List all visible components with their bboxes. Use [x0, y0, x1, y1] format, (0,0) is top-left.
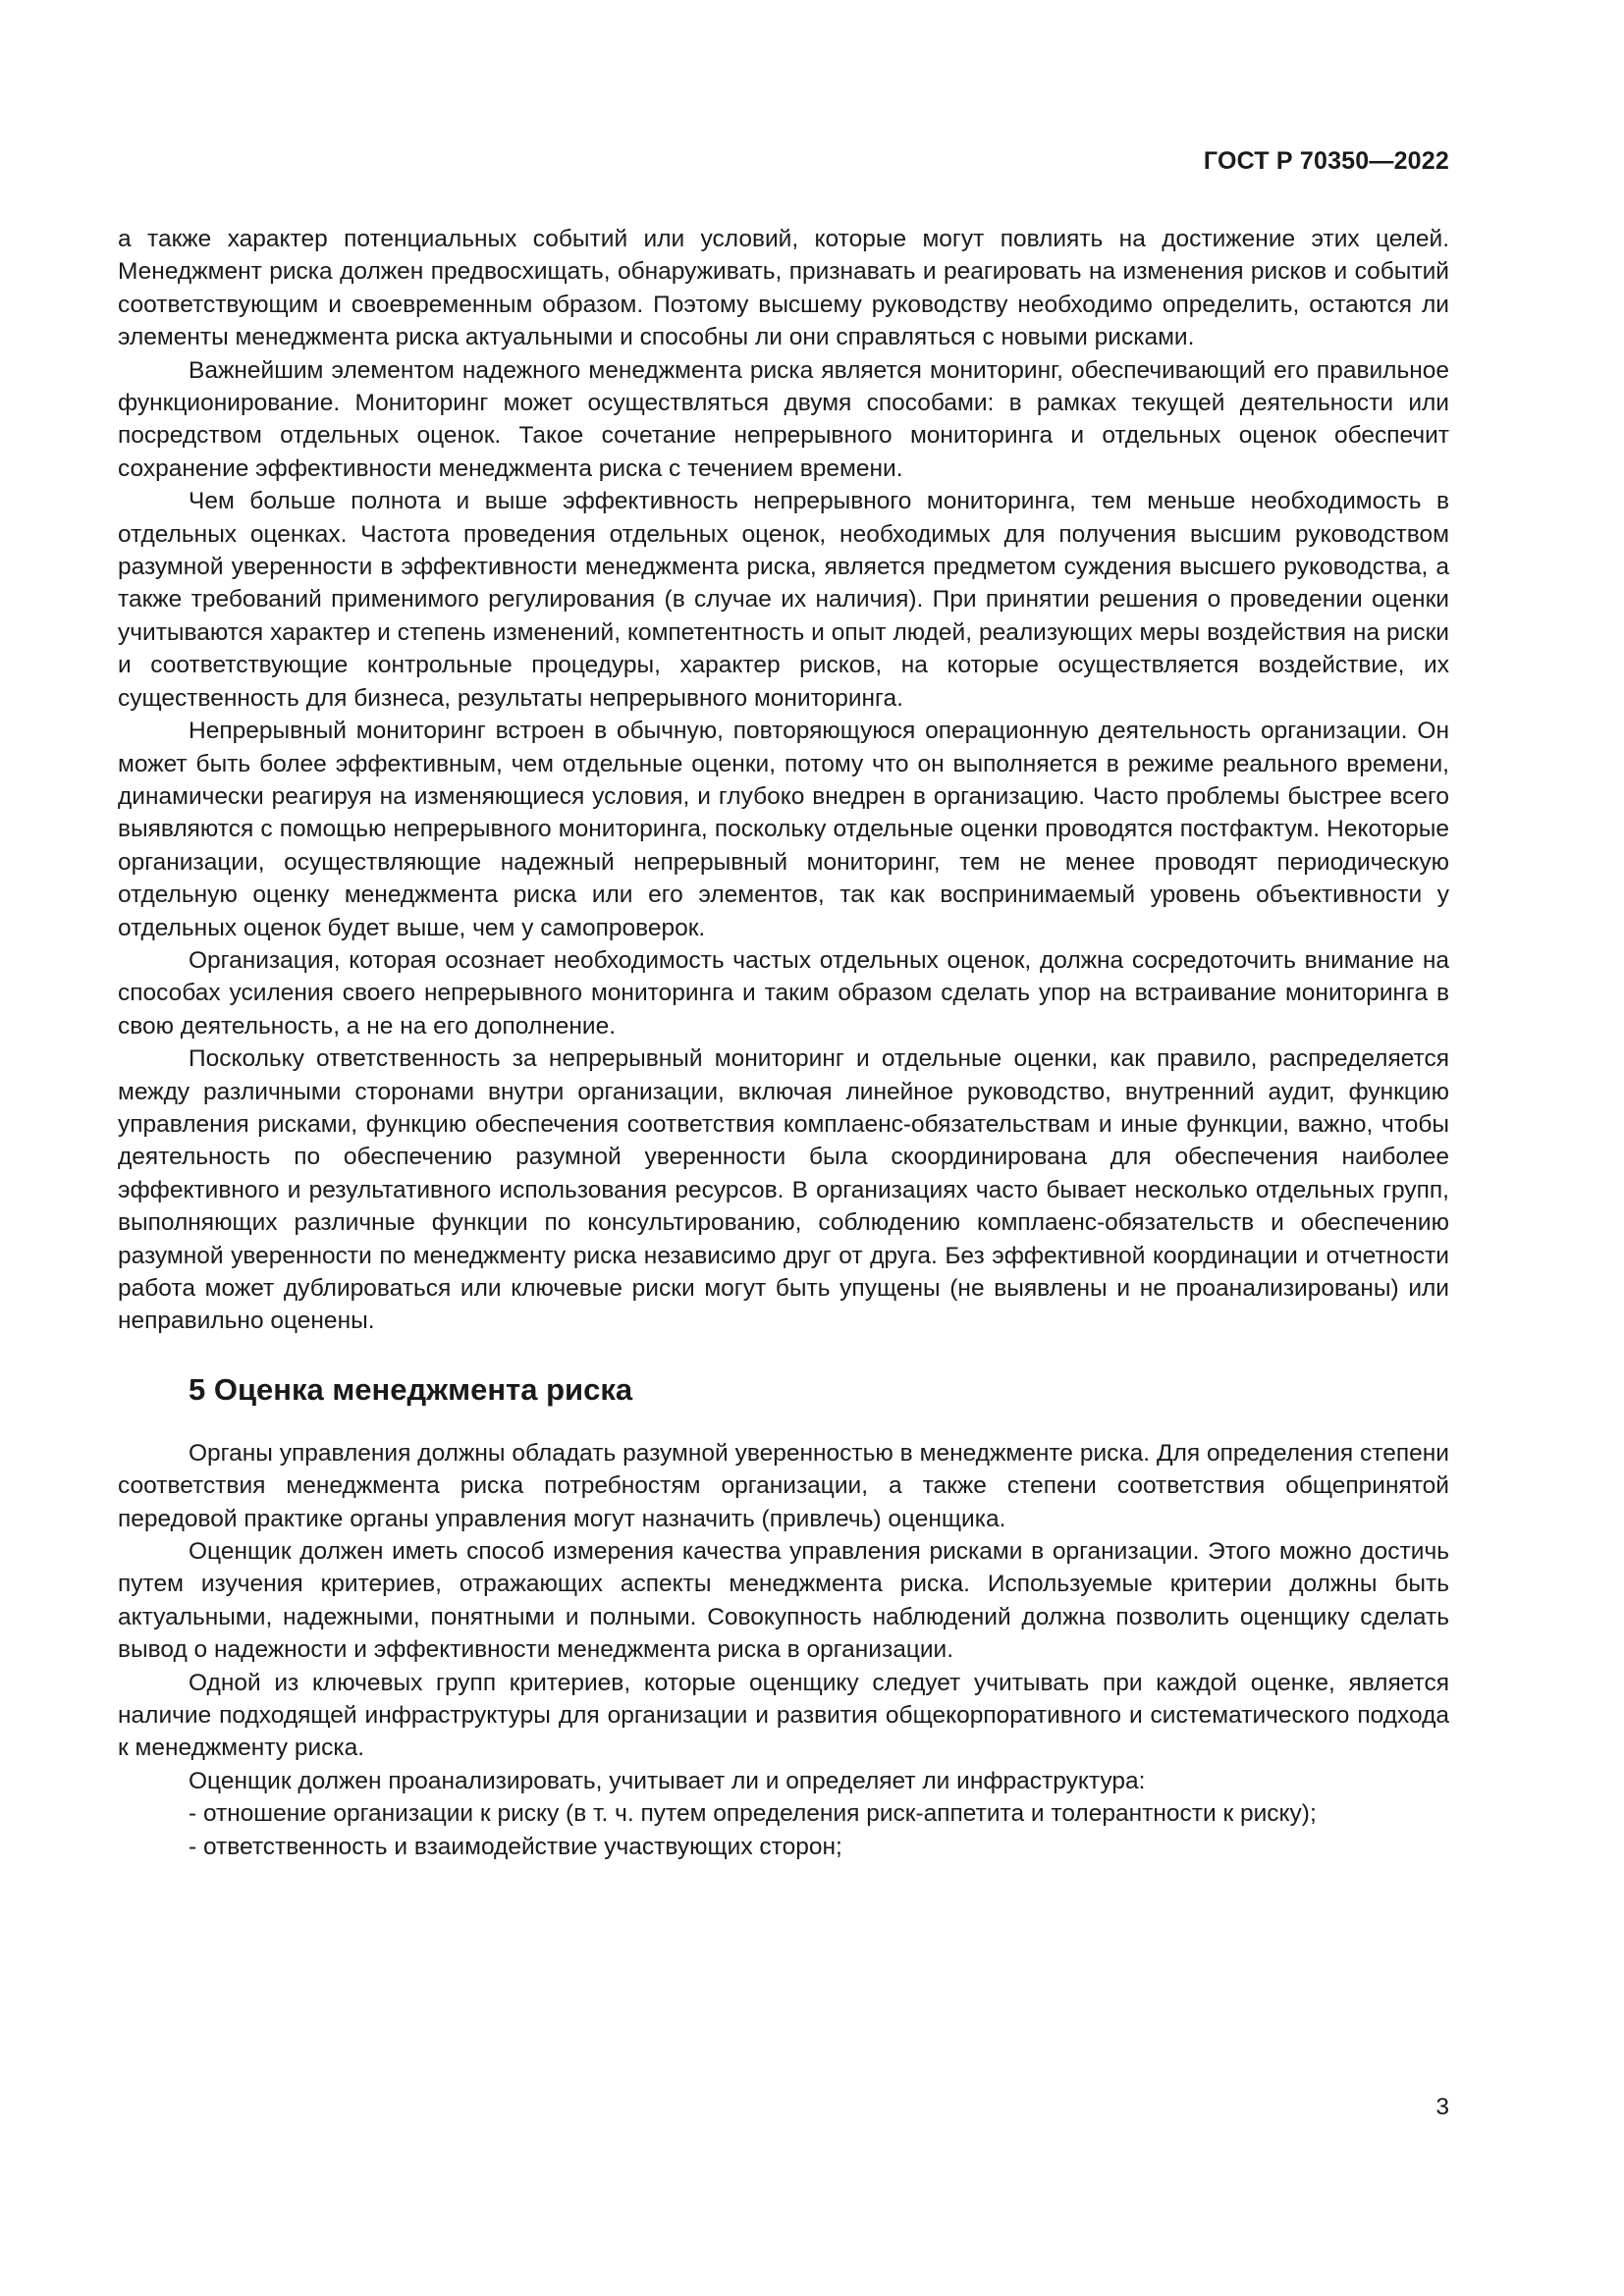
page-number: 3: [1435, 2094, 1449, 2120]
body-paragraph-continuation: а также характер потенциальных событий или условий, которые могут повлиять на достижение этих целей. Менеджмент риска должен предвосхищать, обнаруживать, признавать и реагировать на изменения рисков и событий соответствующим и своевременным образом. Поэтому высшему руководству необходимо определить, остаются ли элементы менеджмента риска актуальными и способны ли они справляться с новыми рисками.: [118, 226, 1449, 351]
page-body: [118, 223, 1449, 1863]
list-item: - ответственность и взаимодействие участвующих сторон;: [189, 1833, 842, 1860]
section-5-paragraph: Оценщик должен иметь способ измерения качества управления рисками в организации. Этого можно достичь путем изучения критериев, отражающих аспекты менеджмента риска. Используемые критерии должны быть актуальными, надежными, понятными и полными. Совокупность наблюдений должна позволить оценщику сделать вывод о надежности и эффективности менеджмента риска в организации.: [118, 1538, 1449, 1664]
section-5-paragraph: Органы управления должны обладать разумной уверенностью в менеджменте риска. Для определения степени соответствия менеджмента риска потребностям организации, а также степени соответствия общепринятой передовой практике органы управления могут назначить (привлечь) оценщика.: [118, 1439, 1449, 1532]
body-paragraph: Организация, которая осознает необходимость частых отдельных оценок, должна сосредоточить внимание на способах усиления своего непрерывного мониторинга и таким образом сделать упор на встраивание мониторинга в свою деятельность, а не на его дополнение.: [118, 946, 1449, 1040]
section-5-paragraph: Оценщик должен проанализировать, учитывает ли и определяет ли инфраструктура:: [189, 1767, 1146, 1794]
body-paragraph: Чем больше полнота и выше эффективность непрерывного мониторинга, тем меньше необходимость в отдельных оценках. Частота проведения отдельных оценок, необходимых для получения высшим руководством разумной уверенности в эффективности менеджмента риска, является предметом суждения высшего руководства, а также требований применимого регулирования (в случае их наличия). При принятии решения о проведении оценки учитываются характер и степень изменений, компетентность и опыт людей, реализующих меры воздействия на риски и соответствующие контрольные процедуры, характер рисков, на которые осуществляется воздействие, их существенность для бизнеса, результаты непрерывного мониторинга.: [118, 488, 1449, 712]
section-5-heading: 5 Оценка менеджмента риска: [189, 1371, 633, 1407]
body-paragraph: Непрерывный мониторинг встроен в обычную, повторяющуюся операционную деятельность организации. Он может быть более эффективным, чем отдельные оценки, потому что он выполняется в режиме реального времени, динамически реагируя на изменяющиеся условия, и глубоко внедрен в организацию. Часто проблемы быстрее всего выявляются с помощью непрерывного мониторинга, поскольку отдельные оценки проводятся постфактум. Некоторые организации, осуществляющие надежный непрерывный мониторинг, тем не менее проводят периодическую отдельную оценку менеджмента риска или его элементов, так как воспринимаемый уровень объективности у отдельных оценок будет выше, чем у самопроверок.: [118, 718, 1449, 941]
body-paragraph: Важнейшим элементом надежного менеджмента риска является мониторинг, обеспечивающий его правильное функционирование. Мониторинг может осуществляться двумя способами: в рамках текущей деятельности или посредством отдельных оценок. Такое сочетание непрерывного мониторинга и отдельных оценок обеспечит сохранение эффективности менеджмента риска с течением времени.: [118, 356, 1449, 482]
standard-code: ГОСТ Р 70350—2022: [1203, 147, 1449, 175]
section-5-paragraph: Одной из ключевых групп критериев, которые оценщику следует учитывать при каждой оценке, является наличие подходящей инфраструктуры для организации и развития общекорпоративного и систематического подхода к менеджменту риска.: [118, 1669, 1449, 1762]
list-item: - отношение организации к риску (в т. ч. путем определения риск-аппетита и толерантности к риску);: [189, 1800, 1317, 1828]
body-paragraph: Поскольку ответственность за непрерывный мониторинг и отдельные оценки, как правило, распределяется между различными сторонами внутри организации, включая линейное руководство, внутренний аудит, функцию управления рисками, функцию обеспечения соответствия комплаенс-обязательствам и иные функции, важно, чтобы деятельность по обеспечению разумной уверенности была скоординирована для обеспечения наиболее эффективного и результативного использования ресурсов. В организациях часто бывает несколько отдельных групп, выполняющих различные функции по консультированию, соблюдению комплаенс-обязательств и обеспечению разумной уверенности по менеджменту риска независимо друг от друга. Без эффективной координации и отчетности работа может дублироваться или ключевые риски могут быть упущены (не выявлены и не проанализированы) или неправильно оценены.: [118, 1045, 1449, 1335]
